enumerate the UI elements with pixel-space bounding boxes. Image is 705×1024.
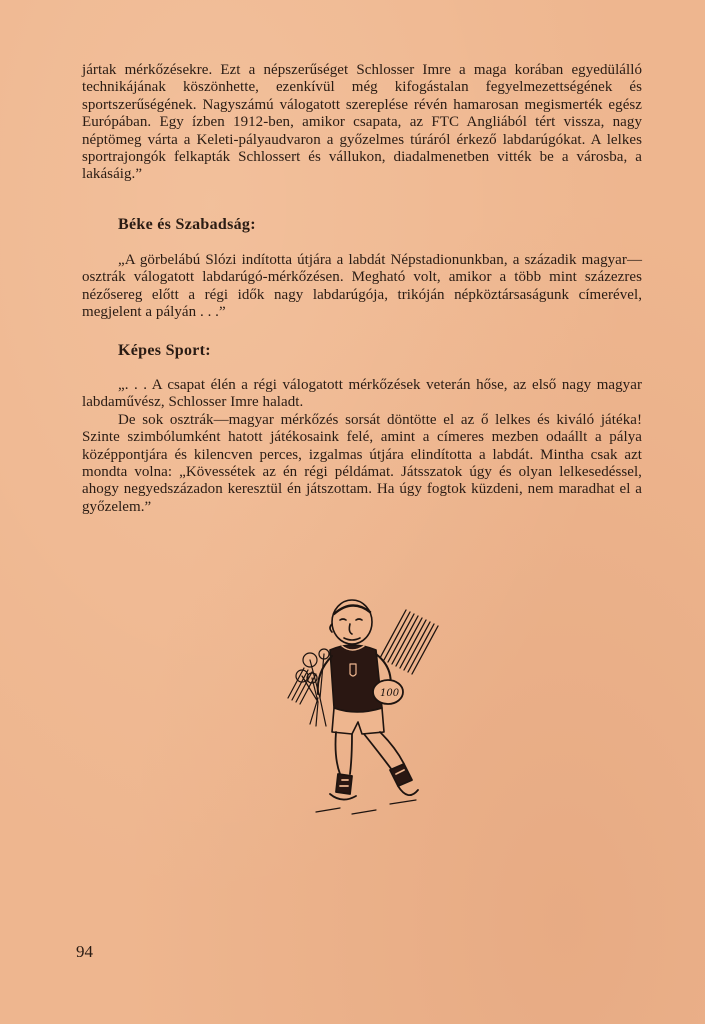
background-hatching-right	[380, 610, 438, 674]
quote-paragraph: De sok osztrák—magyar mérkőzés sorsát döntötte el az ő lelkes és kiváló játéka! Szinte szimbólumként hatott játékosaink felé, amint a címeres mezben odaállt a pálya középpontjára és kilencven perces, izgalmas útjára elindította a labdát. Mintha csak azt mondta volna: „Kövessétek az én régi példámat. Játsszatok úgy és olyan lelkesedéssel, ahogy negyedszázadon keresztül én játszottam. Ha úgy fogtok küzdeni, nem maradhat el a győzelem.”	[82, 411, 642, 515]
player-head	[330, 600, 372, 644]
intro-paragraph: jártak mérkőzésekre. Ezt a népszerűséget Schlosser Imre a maga korában egyedülálló technikájának köszönhette, ezenkívül még kifogástalan fegyelmezettségének és sportszerűségének. Nagyszámú válogatott szereplése révén hamarosan megismerték egész Európában. Egy ízben 1912-ben, amikor csapata, az FTC Angliából tért vissza, nagy néptömeg várta a Keleti-pályaudvaron a győzelmes túráról érkező labdarúgókat. A lelkes sportrajongók felkapták Schlossert és vállukon, diadalmenetben vitték be a városba, a lakásáig.”	[82, 62, 642, 183]
beke-es-szabadsag-quote	[82, 252, 642, 322]
kepes-sport-quote	[82, 377, 642, 516]
footballer-caricature-illustration	[280, 598, 450, 826]
page-number: 94	[76, 942, 93, 961]
ball-label: 100	[380, 688, 400, 699]
quote-paragraph: „A görbelábú Slózi indította útjára a labdát Népstadionunkban, a századik magyar—osztrák válogatott labdarúgó-mérkőzésen. Megható volt, amikor a több mint százezres nézősereg előtt a régi idők nagy labdarúgója, trikóján népköztársaságunk címerével, megjelent a pályán . . .”	[82, 252, 642, 321]
intro-paragraph-block	[82, 62, 642, 184]
player-legs	[330, 732, 418, 800]
section-heading-beke-es-szabadsag: Béke és Szabadság:	[118, 216, 256, 233]
ground-marks	[316, 800, 416, 814]
flower-bouquet-icon	[296, 649, 329, 726]
quote-paragraph: „. . . A csapat élén a régi válogatott mérkőzések veterán hőse, az első nagy magyar labdaművész, Schlosser Imre haladt.	[82, 377, 642, 411]
player-jersey	[330, 645, 382, 712]
section-heading-kepes-sport: Képes Sport:	[118, 342, 211, 359]
